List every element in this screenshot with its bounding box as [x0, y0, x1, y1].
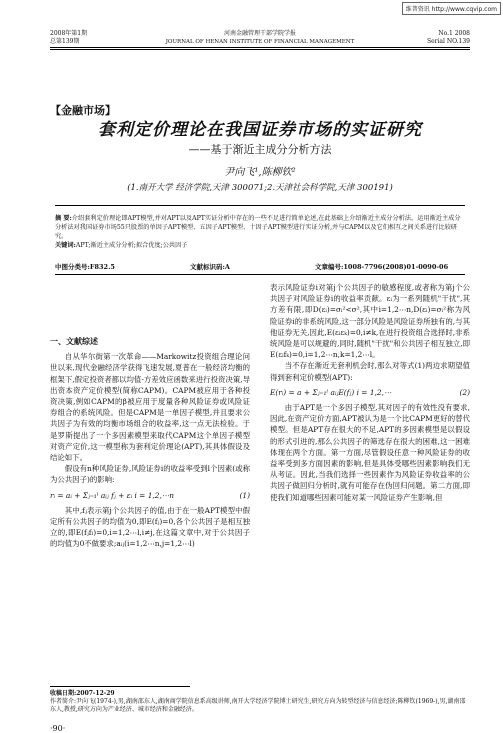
author-bio: 作者简介:尹向飞(1974-),男,湖南邵东人,湖南商学院信息系高级讲师,南开大学经济学院博士研究生,研究方向为转型经济与信息经济;陈柳钦(1969-),男,湖南邵东人,教授,研究方向为产业经济、城市经济和金融经济。: [50, 698, 466, 713]
abstract-rule-bottom: [55, 274, 465, 275]
keywords-label: 关键词:: [55, 242, 76, 249]
header-issue-line2: 总第139期: [50, 38, 80, 45]
keywords-text: APT;渐近主成分分析;拟合优度;公共因子: [75, 242, 188, 249]
equation-2-body: E(rᵢ) = a + Σⱼ₌₁ˡ aᵢⱼE(fⱼ) i = 1,2,⋯: [270, 387, 392, 397]
header-journal: [150, 30, 370, 46]
article-number: 文章编号:1008-7796(2008)01-0090-06: [315, 263, 449, 271]
header-issue: [50, 30, 87, 46]
equation-2: [270, 387, 470, 398]
footnote-rule: [50, 686, 190, 687]
abstract-text: 介绍套利定价理论即APT模型,并对APT以及APT实证分析中存在的一些不足进行简单论述,在此基础上介绍渐近主成分分析法。运用渐近主成分分析法对我国证券市场55只股票的单因子APT模型、五因子APT模型、十因子APT模型进行实证分析,并与CAPM以及它们相互之间关系进行比较研究。: [55, 215, 461, 240]
abstract-block: [55, 214, 465, 250]
header-rule-thin: [50, 49, 470, 50]
paper-title: 套利定价理论在我国证券市场的实证研究: [98, 120, 422, 140]
page-number: ·90·: [50, 724, 66, 733]
right-paragraph-3: 由于APT是一个多因子模型,其对因子的有效性没有要求,因此,在资产定价方面,APT被认为是一个比CAPM更好的替代模型。但是APT存在很大的不足,APT的多因素模型是以假设的形式引进的,那么公共因子的筛选存在很大的困难,这一困难体现在两个方面。第一方面,尽管假设任意一种风险证券的收益率受到多方面因素的影响,但是具体受哪些因素影响我们无从考证。因此,当我们选择一些因素作为风险证券收益率的公共因子做回归分析时,就有可能存在伪回归问题。第二方面,即使我们知道哪些因素可能对某一风险证券产生影响,但: [270, 403, 470, 502]
header-serial-line1: No.1 2008: [438, 30, 470, 37]
header-rule: [50, 47, 470, 48]
clc-code: 中图分类号:F832.5: [55, 263, 115, 271]
footnote: [50, 690, 470, 714]
right-paragraph-1: 表示风险证券i对第j个公共因子的敏感程度,或者称为第j个公共因子对风险证券i的收益率贡献。εᵢ为一系列随机"干扰",其方差有限,即D(εᵢ)=σᵢ²<σ²,其中i=1,2⋯n,D(εᵢ)=σᵢ²称为风险证券i的非系统风险,这一部分风险是风险证券所独有的,与其他证券无关,因此,E(εᵢεₖ)=0,i≠k,在进行投资组合选择时,非系统风险是可以规避的,同时,随机"干扰"和公共因子相互独立,即E(εᵢfₖ)=0,i=1,2⋯n,k=1,2⋯l。: [270, 283, 470, 360]
header-journal-en: JOURNAL OF HENAN INSTITUTE OF FINANCIAL MANAGEMENT: [165, 39, 355, 45]
doc-code: 文献标识码:A: [190, 263, 230, 271]
section-tag: 【金融市场】: [50, 104, 116, 117]
header-serial-line2: Serial NO.139: [426, 38, 470, 45]
affiliation-line: (1.南开大学 经济学院,天津 300071;2.天津社会科学院,天津 300191): [127, 183, 393, 193]
right-paragraph-2: 当不存在渐近无套利机会时,那么对等式(1)两边求期望值得到套利定价模型(APT):: [270, 361, 470, 382]
abstract-label: 摘 要:: [55, 215, 72, 222]
equation-1: [50, 490, 250, 501]
section-heading: 一、文献综述: [50, 336, 98, 346]
abstract-rule-top: [55, 205, 465, 206]
received-date: 收稿日期:2007-12-29: [50, 690, 115, 697]
header-journal-cn: 河南金融管理干部学院学报: [223, 30, 296, 37]
author-line: 尹向飞¹,陈柳钦²: [224, 167, 296, 178]
equation-2-number: (2): [459, 387, 470, 397]
equation-1-number: (1): [239, 490, 250, 500]
left-paragraph-3: 其中,fⱼ表示第j个公共因子的值,由于在一般APT模型中假定所有公共因子的均值为0,即E(fⱼ)=0,各个公共因子是相互独立的,即E(fⱼfₗ)=0,i=1,2⋯l,i≠j,在这篇文章中,对于公共因子的均值为0不做要求;aᵢⱼ(i=1,2⋯n,j=1,2⋯l): [50, 505, 250, 549]
watermark: 维普资讯 http://www.cqvip.com: [402, 2, 501, 15]
equation-1-body: rᵢ = aᵢ + Σⱼ₌₁ˡ aᵢⱼ fⱼ + εᵢ i = 1,2,⋯n: [50, 490, 174, 500]
paper-subtitle: ——基于渐近主成分分析方法: [188, 143, 332, 156]
left-paragraph-1: 自从华尔街第一次革命——Markowitz投资组合理论问世以来,现代金融经济学获得飞速发展,夏普在一般经济均衡的框架下,假定投资者都以均值-方差效应函数来进行投资决策,导出资本资产定价模型(简称CAPM)。CAPM被应用于各种投资决策,例如CAPM的β被应用于度量各种风险证券或风险证券组合的系统风险。但是CAPM是一单因子模型,并且要求公共因子为有效的均衡市场组合的收益率,这一点无法检验。于是罗斯提出了一个多因素模型来取代CAPM这个单因子模型对资产定价,这一模型称为套利定价理论(APT),其具体假设及结论如下。: [50, 352, 250, 463]
right-column: [270, 282, 470, 503]
left-column: [50, 336, 250, 550]
header-issue-line1: 2008年第1期: [50, 30, 88, 37]
header-serial: [410, 30, 470, 46]
left-paragraph-2: 假设有n种风险证券,风险证券i的收益率受到l个因素(或称为公共因子)的影响:: [50, 464, 250, 485]
